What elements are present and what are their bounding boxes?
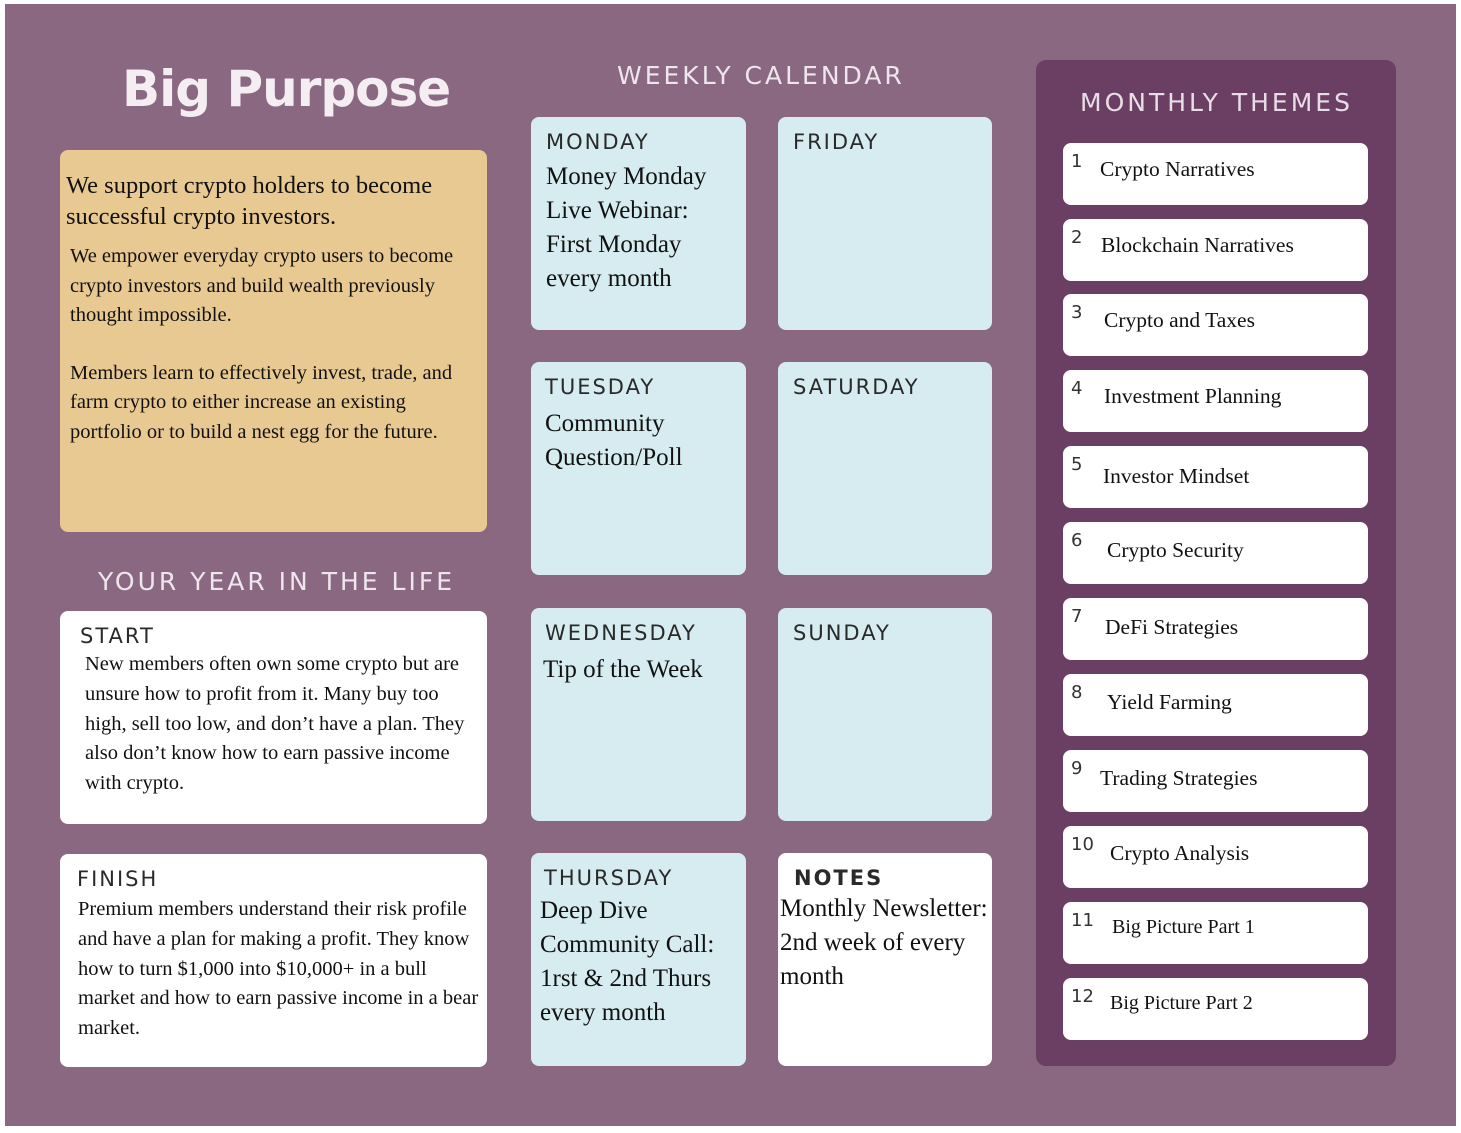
theme-label: Crypto and Taxes [1104, 308, 1255, 332]
thursday-text: Deep Dive Community Call: 1rst & 2nd Thurs every month [540, 897, 715, 1026]
wednesday-title: WEDNESDAY [545, 621, 697, 645]
notes-title: NOTES [794, 866, 884, 890]
wednesday-text: Tip of the Week [543, 656, 703, 683]
theme-item [1063, 598, 1368, 660]
theme-item [1063, 294, 1368, 356]
theme-label: Investor Mindset [1103, 464, 1250, 488]
theme-label: Big Picture Part 2 [1110, 992, 1253, 1014]
theme-number: 1 [1071, 151, 1083, 172]
finish-card [60, 854, 487, 1067]
monday-title: MONDAY [546, 130, 650, 154]
theme-label: Investment Planning [1104, 384, 1282, 408]
thursday-title: THURSDAY [544, 866, 674, 890]
themes-heading: MONTHLY THEMES [1080, 88, 1353, 117]
notes-text: Monthly Newsletter: 2nd week of every month [780, 895, 988, 990]
mission-paragraph-1: We empower everyday crypto users to become crypto investors and build wealth previously thought impossible. [70, 245, 454, 326]
theme-number: 9 [1071, 758, 1083, 779]
theme-number: 3 [1071, 302, 1083, 323]
mission-lead: We support crypto holders to become successful crypto investors. [66, 172, 433, 230]
friday-card [778, 117, 992, 330]
theme-item [1063, 446, 1368, 508]
theme-label: Trading Strategies [1100, 766, 1258, 790]
theme-number: 12 [1071, 986, 1094, 1007]
theme-item [1063, 522, 1368, 584]
saturday-card [778, 362, 992, 575]
start-card [60, 611, 487, 824]
tuesday-text: Community Question/Poll [545, 410, 683, 471]
thursday-card [531, 853, 746, 1066]
notes-card [778, 853, 992, 1066]
theme-label: Yield Farming [1107, 690, 1232, 714]
theme-number: 4 [1071, 378, 1083, 399]
sunday-title: SUNDAY [793, 621, 891, 645]
friday-title: FRIDAY [793, 130, 880, 154]
start-text: New members often own some crypto but are unsure how to profit from it. Many buy too high, sell too low, and don’t have a plan. They also don’t know how to earn passive income with crypto. [85, 653, 465, 795]
theme-item [1063, 219, 1368, 281]
finish-text: Premium members understand their risk profile and have a plan for making a profit. They know how to turn $1,000 into $10,000+ in a bull market and how to earn passive income in a bear market. [78, 898, 479, 1040]
theme-label: Crypto Narratives [1100, 157, 1255, 181]
theme-item [1063, 750, 1368, 812]
theme-item [1063, 370, 1368, 432]
mission-paragraph-2: Members learn to effectively invest, trade, and farm crypto to either increase an existing portfolio or to build a nest egg for the future. [70, 361, 453, 443]
theme-item [1063, 143, 1368, 205]
theme-number: 6 [1071, 530, 1083, 551]
calendar-heading: WEEKLY CALENDAR [617, 61, 905, 90]
theme-item [1063, 674, 1368, 736]
theme-number: 8 [1071, 682, 1083, 703]
theme-item [1063, 902, 1368, 964]
theme-number: 11 [1071, 910, 1094, 931]
year-heading: YOUR YEAR IN THE LIFE [98, 567, 455, 596]
sunday-card [778, 608, 992, 821]
saturday-title: SATURDAY [793, 375, 920, 399]
theme-label: Big Picture Part 1 [1112, 916, 1255, 938]
theme-label: Crypto Security [1107, 538, 1244, 562]
theme-label: Crypto Analysis [1110, 841, 1250, 865]
theme-number: 2 [1071, 227, 1083, 248]
theme-item [1063, 826, 1368, 888]
page-title: Big Purpose [122, 60, 451, 118]
monday-card [531, 117, 746, 330]
start-title: START [80, 624, 155, 648]
wednesday-card [531, 608, 746, 821]
theme-number: 5 [1071, 454, 1083, 475]
theme-item [1063, 978, 1368, 1040]
mission-card [60, 150, 487, 532]
monday-text: Money Monday Live Webinar: First Monday every month [546, 163, 707, 292]
theme-label: Blockchain Narratives [1101, 233, 1294, 257]
tuesday-card [531, 362, 746, 575]
theme-number: 7 [1071, 606, 1083, 627]
tuesday-title: TUESDAY [545, 375, 656, 399]
theme-label: DeFi Strategies [1105, 615, 1239, 639]
theme-number: 10 [1071, 834, 1094, 855]
finish-title: FINISH [77, 867, 159, 891]
